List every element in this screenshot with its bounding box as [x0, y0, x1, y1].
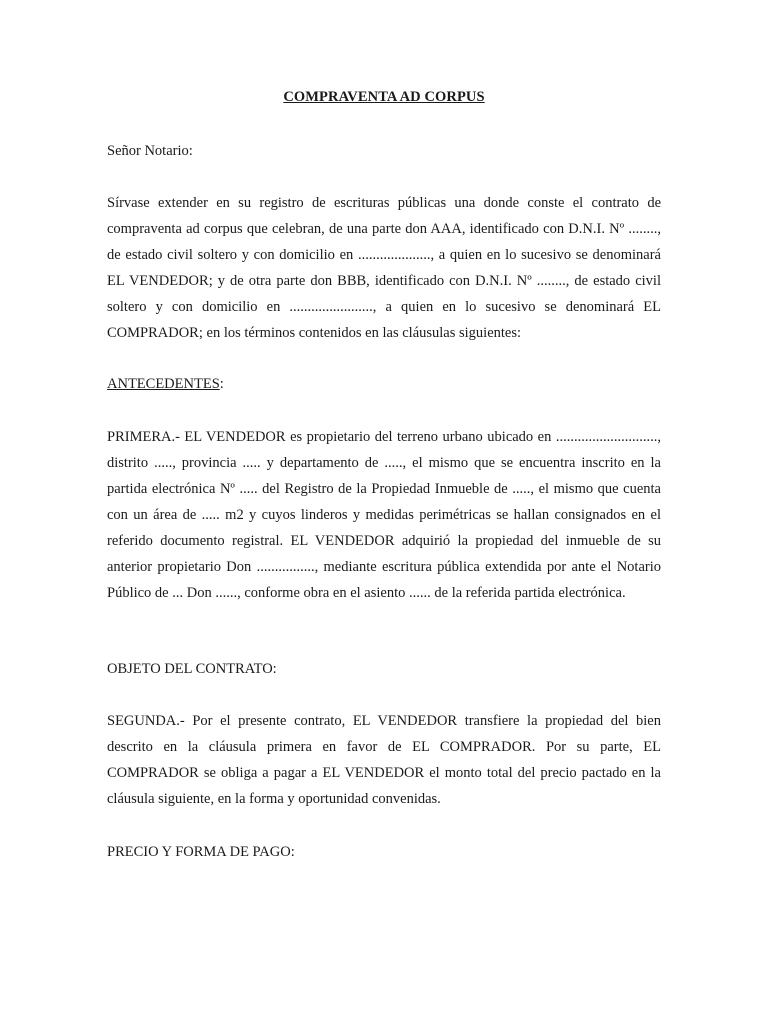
clause-primera: PRIMERA.- EL VENDEDOR es propietario del terreno urbano ubicado en ............................, distrito ....., provincia ..... y departamento de ....., el mismo que se encuentra inscrito en la partida electrónica Nº ..... del Registro de la Propiedad Inmueble de ....., el mismo que cuenta con un área de ..... m2 y cuyos linderos y medidas perimétricas se hallan consignados en el referido documento registral. EL VENDEDOR adquirió la propiedad del inmueble de su anterior propietario Don ................, mediante escritura pública extendida por ante el Notario Público de ... Don ......, conforme obra en el asiento ...... de la referida partida electrónica. [107, 429, 661, 601]
section-heading-antecedentes [107, 374, 224, 394]
section-heading-precio: PRECIO Y FORMA DE PAGO: [107, 844, 295, 860]
section-heading-antecedentes-colon: : [219, 376, 224, 392]
clause-segunda: SEGUNDA.- Por el presente contrato, EL VENDEDOR transfiere la propiedad del bien descrito en la cláusula primera en favor de EL COMPRADOR. Por su parte, EL COMPRADOR se obliga a pagar a EL VENDEDOR el monto total del precio pactado en la cláusula siguiente, en la forma y oportunidad convenidas. [107, 713, 661, 807]
intro-paragraph: Sírvase extender en su registro de escrituras públicas una donde conste el contrato de compraventa ad corpus que celebran, de una parte don AAA, identificado con D.N.I. Nº ........, de estado civil soltero y con domicilio en ...................., a quien en lo sucesivo se denominará EL VENDEDOR; y de otra parte don BBB, identificado con D.N.I. Nº ........, de estado civil soltero y con domicilio en ......................., a quien en lo sucesivo se denominará EL COMPRADOR; en los términos contenidos en las cláusulas siguientes: [107, 195, 661, 341]
section-heading-objeto: OBJETO DEL CONTRATO: [107, 661, 277, 677]
document-title: COMPRAVENTA AD CORPUS [283, 89, 485, 105]
section-heading-antecedentes-text: ANTECEDENTES [107, 376, 220, 392]
salutation: Señor Notario: [107, 143, 193, 159]
